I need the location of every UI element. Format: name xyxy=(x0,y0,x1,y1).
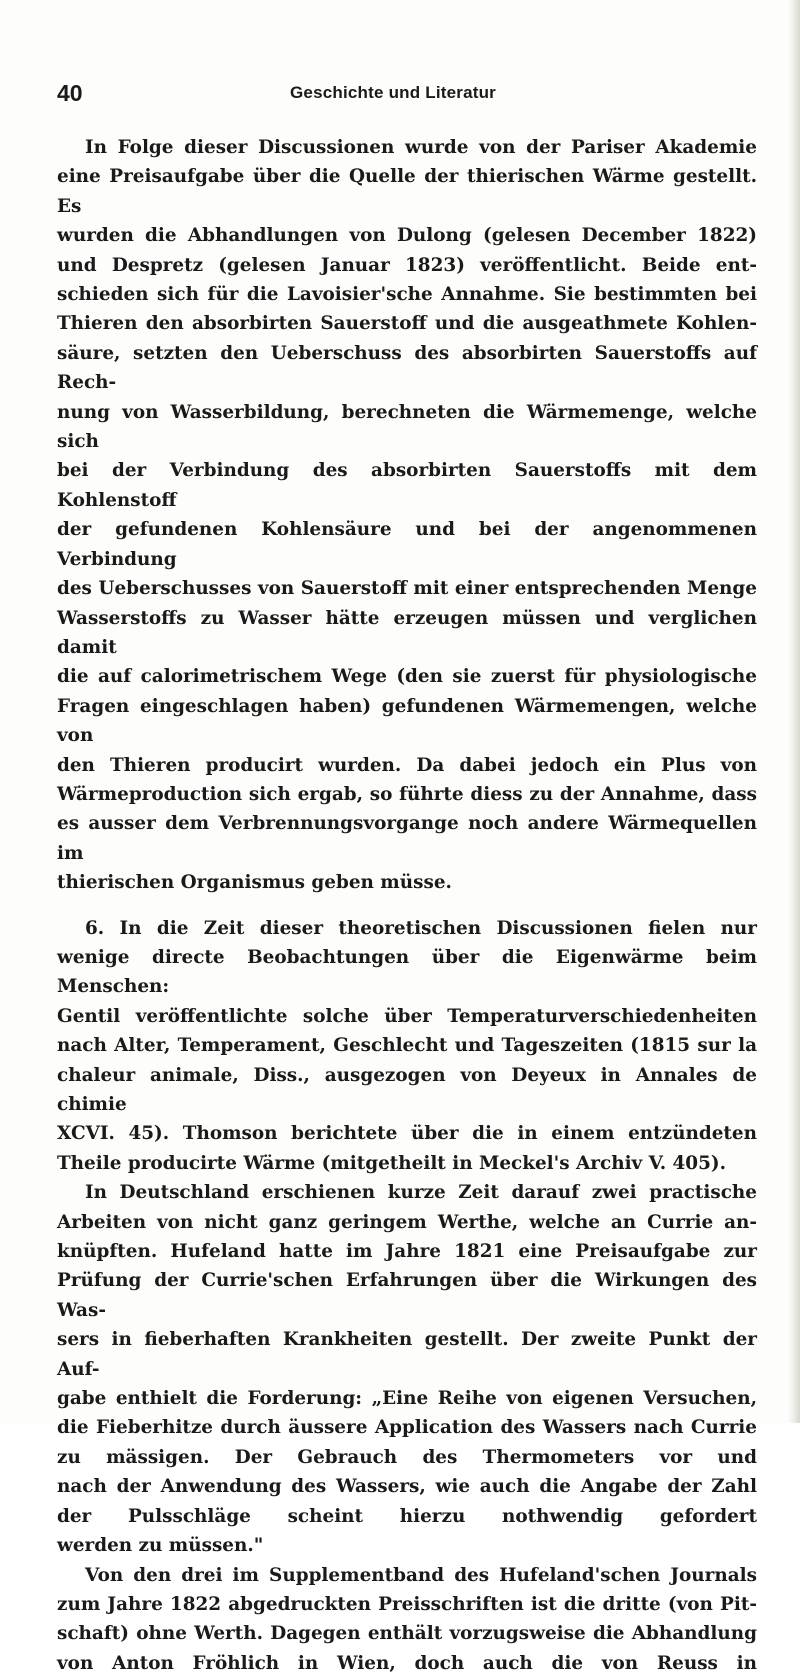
paragraph xyxy=(57,1178,757,1560)
text-line: Gentil veröffentlichte solche über Temperaturverschiedenheiten xyxy=(57,1002,757,1031)
text-line: chaleur animale, Diss., ausgezogen von Deyeux in Annales de chimie xyxy=(57,1061,757,1120)
running-title: Geschichte und Literatur xyxy=(290,83,496,103)
text-line: bei der Verbindung des absorbirten Sauerstoffs mit dem Kohlenstoff xyxy=(57,456,757,515)
text-line: schieden sich für die Lavoisier'sche Annahme. Sie bestimmten bei xyxy=(57,280,757,309)
text-line: wurden die Abhandlungen von Dulong (gelesen December 1822) xyxy=(57,221,757,250)
text-line: XCVI. 45). Thomson berichtete über die in einem entzündeten xyxy=(57,1119,757,1148)
paragraph-gap xyxy=(57,898,757,914)
text-line: In Deutschland erschienen kurze Zeit darauf zwei practische xyxy=(57,1178,757,1207)
text-line: sers in fieberhaften Krankheiten gestellt. Der zweite Punkt der Auf- xyxy=(57,1325,757,1384)
text-line: des Ueberschusses von Sauerstoff mit einer entsprechenden Menge xyxy=(57,574,757,603)
text-line: schaft) ohne Werth. Dagegen enthält vorzugsweise die Abhandlung xyxy=(57,1619,757,1648)
text-line: nung von Wasserbildung, berechneten die Wärmemenge, welche sich xyxy=(57,398,757,457)
text-line: eine Preisaufgabe über die Quelle der thierischen Wärme gestellt. Es xyxy=(57,162,757,221)
text-line: werden zu müssen." xyxy=(57,1531,757,1560)
text-line: zum Jahre 1822 abgedruckten Preisschriften ist die dritte (von Pit- xyxy=(57,1590,757,1619)
text-line: thierischen Organismus geben müsse. xyxy=(57,868,757,897)
text-line: Wasserstoffs zu Wasser hätte erzeugen müssen und verglichen damit xyxy=(57,604,757,663)
paragraph xyxy=(57,914,757,1179)
page-number: 40 xyxy=(57,80,83,107)
paragraph xyxy=(57,1561,757,1678)
text-line: der gefundenen Kohlensäure und bei der angenommenen Verbindung xyxy=(57,515,757,574)
text-line: wenige directe Beobachtungen über die Eigenwärme beim Menschen: xyxy=(57,943,757,1002)
text-line: Thieren den absorbirten Sauerstoff und die ausgeathmete Kohlen- xyxy=(57,309,757,338)
body-text xyxy=(57,133,757,1678)
text-line: säure, setzten den Ueberschuss des absorbirten Sauerstoffs auf Rech- xyxy=(57,339,757,398)
text-line: nach Alter, Temperament, Geschlecht und Tageszeiten (1815 sur la xyxy=(57,1031,757,1060)
text-line: und Despretz (gelesen Januar 1823) veröffentlicht. Beide ent- xyxy=(57,251,757,280)
page-edge-shadow xyxy=(788,0,800,1423)
text-line: 6. In die Zeit dieser theoretischen Discussionen fielen nur xyxy=(57,914,757,943)
text-line: den Thieren producirt wurden. Da dabei jedoch ein Plus von xyxy=(57,751,757,780)
page-header xyxy=(57,80,757,114)
text-line: Wärmeproduction sich ergab, so führte diess zu der Annahme, dass xyxy=(57,780,757,809)
text-line: der Pulsschläge scheint hierzu nothwendig gefordert xyxy=(57,1502,757,1531)
text-line: es ausser dem Verbrennungsvorgange noch andere Wärmequellen im xyxy=(57,809,757,868)
text-line: gabe enthielt die Forderung: „Eine Reihe von eigenen Versuchen, xyxy=(57,1384,757,1413)
text-line: Arbeiten von nicht ganz geringem Werthe, welche an Currie an- xyxy=(57,1208,757,1237)
text-line: Theile producirte Wärme (mitgetheilt in Meckel's Archiv V. 405). xyxy=(57,1149,757,1178)
text-line: In Folge dieser Discussionen wurde von der Pariser Akademie xyxy=(57,133,757,162)
text-line: von Anton Fröhlich in Wien, doch auch die von Reuss in xyxy=(57,1649,757,1678)
text-line: knüpften. Hufeland hatte im Jahre 1821 eine Preisaufgabe zur xyxy=(57,1237,757,1266)
text-line: die auf calorimetrischem Wege (den sie zuerst für physiologische xyxy=(57,662,757,691)
text-line: Von den drei im Supplementband des Hufeland'schen Journals xyxy=(57,1561,757,1590)
text-line: nach der Anwendung des Wassers, wie auch die Angabe der Zahl xyxy=(57,1472,757,1501)
text-line: Prüfung der Currie'schen Erfahrungen über die Wirkungen des Was- xyxy=(57,1266,757,1325)
text-line: Fragen eingeschlagen haben) gefundenen Wärmemengen, welche von xyxy=(57,692,757,751)
text-line: zu mässigen. Der Gebrauch des Thermometers vor und xyxy=(57,1443,757,1472)
paragraph xyxy=(57,133,757,898)
text-line: die Fieberhitze durch äussere Application des Wassers nach Currie xyxy=(57,1413,757,1442)
